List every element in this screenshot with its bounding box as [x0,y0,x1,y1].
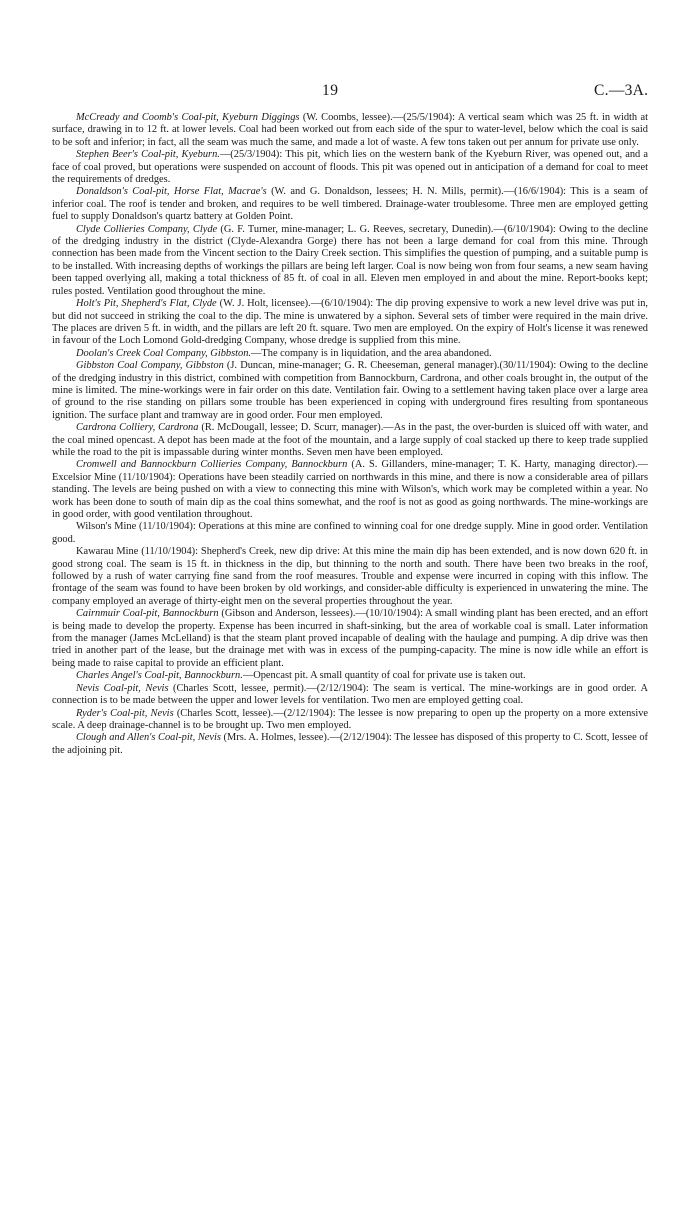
report-paragraph [52,670,648,682]
paragraph-text: (Gibson and Anderson, lessees).—(10/10/1904): A small winding plant has been erected, and an effort is being made to develop the property. Expense has been incurred in shaft-sinking, but the area of workable coal is small. Later information from the manager (James McLelland) is that the steam plant proved incapable of dealing with the haulage and pumping. A dip drive was then tried in another part of the lease, but the drainage met with was in excess of the pumping-capacity. The mine is now idle while an effort is being made to raise capital to provide an efficient plant. [52,608,648,669]
mine-name: Gibbston Coal Company, Gibbston [76,360,224,372]
report-paragraph [52,224,648,298]
report-paragraph [52,459,648,521]
report-paragraph [52,186,648,223]
report-paragraph [52,149,648,186]
paragraph-text: Kawarau Mine (11/10/1904): Shepherd's Creek, new dip drive: At this mine the main dip has been extended, and is now down 620 ft. in good strong coal. The seam is 15 ft. in thickness in the dip, but thinning to the north and south. There have been two breaks in the roof, followed by a rush of water carrying fine sand from the roof measures. Trouble and expense were incurred in coping with this inflow. The frontage of the seam was found to have been broken by old workings, and consider-able difficulty is experienced in unwatering the mine. The company employed an average of thirty-eight men on the several properties throughout the year. [52,546,648,607]
paragraph-text: —The company is in liquidation, and the area abandoned. [251,347,492,359]
paragraph-text: (A. S. Gillanders, mine-manager; T. K. Harty, managing director).—Excelsior Mine (11/10/1904): Operations have been steadily carried on northwards in this mine, and there is now a considerable area of pillars standing. The levels are being pushed on with a view to connecting this mine with Wilson's, which work may be completed within a year. No work has been done to south of main dip as the coal thins somewhat, and the roof is not as good as going northwards. The mine-workings are in good order, with good ventilation throughout. [52,459,648,520]
parliamentary-reference: C.—3A. [594,82,649,99]
mine-name: Nevis Coal-pit, Nevis [76,682,169,694]
report-paragraph [52,683,648,708]
paragraph-text: (J. Duncan, mine-manager; G. R. Cheeseman, general manager).(30/11/1904): Owing to the decline of the dredging industry in this district, combined with competition from Bannockburn, Cardrona, and other coals brought in, the output of the mine is limited. The mine-workings were in fair order on this date. Ventilation fair. Owing to a settlement having taken place over a large area of ground to the rise standing on pillars some trouble has been experienced in coping with underground fires resulting from spontaneous ignition. The surface plant and tramway are in good order. Four men employed. [52,360,648,421]
report-paragraph [52,422,648,459]
paragraph-text: —(25/3/1904): This pit, which lies on the western bank of the Kyeburn River, was opened out, and a face of coal proved, but operations were suspended on account of floods. This pit was opened out in anticipation of a demand for coal to meet the requirements of dredges. [52,149,648,186]
paragraph-text: (G. F. Turner, mine-manager; L. G. Reeves, secretary, Dunedin).—(6/10/1904): Owing to the decline of the dredging industry in the district (Clyde-Alexandra Gorge) there has not been a large demand for coal from this mine. Through connection has been made from the Vincent section to the Dairy Creek section. This simplifies the question of pumping, and a suitable pump is to be installed. With increasing depths of workings the pillars are being left larger. Coal is now being won from four seams, a new seam having been tapped overlying all, making a total thickness of 85 ft. of coal in all. Eleven men employed in and about the mine. Report-books kept; rules posted. Ventilation good throughout the mine. [52,223,648,297]
mine-name: Holt's Pit, Shepherd's Flat, Clyde [76,298,217,310]
mine-name: Donaldson's Coal-pit, Horse Flat, Macrae's [76,186,267,198]
paragraph-text: Wilson's Mine (11/10/1904): Operations at this mine are confined to winning coal for one dredge supply. Mine in good order. Ventilation good. [52,521,648,545]
report-paragraph [52,298,648,348]
paragraph-text: (R. McDougall, lessee; D. Scurr, manager).—As in the past, the over-burden is sluiced off with water, and the coal mined opencast. A depot has been made at the foot of the mountain, and a large supply of coal stacked up there to keep trade supplied while the road to the pit is impassable during winter months. Seven men have been employed. [52,422,649,458]
paragraph-text: (W. Coombs, lessee).—(25/5/1904): A vertical seam which was 25 ft. in width at surface, drawing in to 12 ft. at lower levels. Coal had been worked out from each side of the spur to water-level, below which the coal is said to be soft and inferior; in fact, all the seam was much the same, and made a lot of waste. A few tons taken out per annum for private use only. [52,112,649,148]
report-body [52,112,648,757]
report-paragraph [52,546,648,608]
paragraph-text: (W. and G. Donaldson, lessees; H. N. Mills, permit).—(16/6/1904): This is a seam of inferior coal. The roof is tender and broken, and requires to be well timbered. Drainage-water troublesome. Three men are employed getting fuel to supply Donaldson's quartz battery at Golden Point. [52,186,648,223]
page-number: 19 [322,82,339,99]
paragraph-text: (Charles Scott, lessee, permit).—(2/12/1904): The seam is vertical. The mine-workings are in good order. A connection is to be made between the upper and lower levels for ventilation. Two men are employed getting coal. [52,682,648,707]
mine-name: Charles Angel's Coal-pit, Bannockburn. [76,670,243,682]
report-paragraph [52,521,648,546]
report-paragraph [52,348,648,360]
mine-name: Doolan's Creek Coal Company, Gibbston. [76,347,252,359]
report-paragraph [52,708,648,733]
mine-name: Cardrona Colliery, Cardrona [76,422,199,434]
page-header [0,82,700,102]
mine-name: Clyde Collieries Company, Clyde [76,223,218,235]
mine-name: Cairnmuir Coal-pit, Bannockburn [76,608,219,620]
paragraph-text: —Opencast pit. A small quantity of coal for private use is taken out. [242,670,526,682]
report-paragraph [52,608,648,670]
report-paragraph [52,732,648,757]
paragraph-text: (Charles Scott, lessee).—(2/12/1904): The lessee is now preparing to open up the property on a more extensive scale. A deep drainage-channel is to be brought up. Two men employed. [52,707,649,731]
report-paragraph [52,360,648,422]
mine-name: Clough and Allen's Coal-pit, Nevis [76,732,221,744]
paragraph-text: (Mrs. A. Holmes, lessee).—(2/12/1904): The lessee has disposed of this property to C. Scott, lessee of the adjoining pit. [52,732,648,756]
report-paragraph [52,112,648,149]
mine-name: Stephen Beer's Coal-pit, Kyeburn. [76,149,220,161]
mine-name: Cromwell and Bannockburn Collieries Company, Bannockburn [76,459,348,471]
paragraph-text: (W. J. Holt, licensee).—(6/10/1904): The dip proving expensive to work a new level drive was put in, but did not succeed in striking the coal to the dip. The mine is unwatered by a siphon. Several sets of timber were required in the main drive. The places are driven 5 ft. in width, and the pillars are left 20 ft. square. Two men are employed. On the expiry of Holt's license it was renewed in favour of the Loch Lomond Gold-dredging Company, whose dredge is supplied from this mine. [52,298,648,347]
mine-name: McCready and Coomb's Coal-pit, Kyeburn Diggings [76,112,300,123]
mine-name: Ryder's Coal-pit, Nevis [76,707,174,719]
